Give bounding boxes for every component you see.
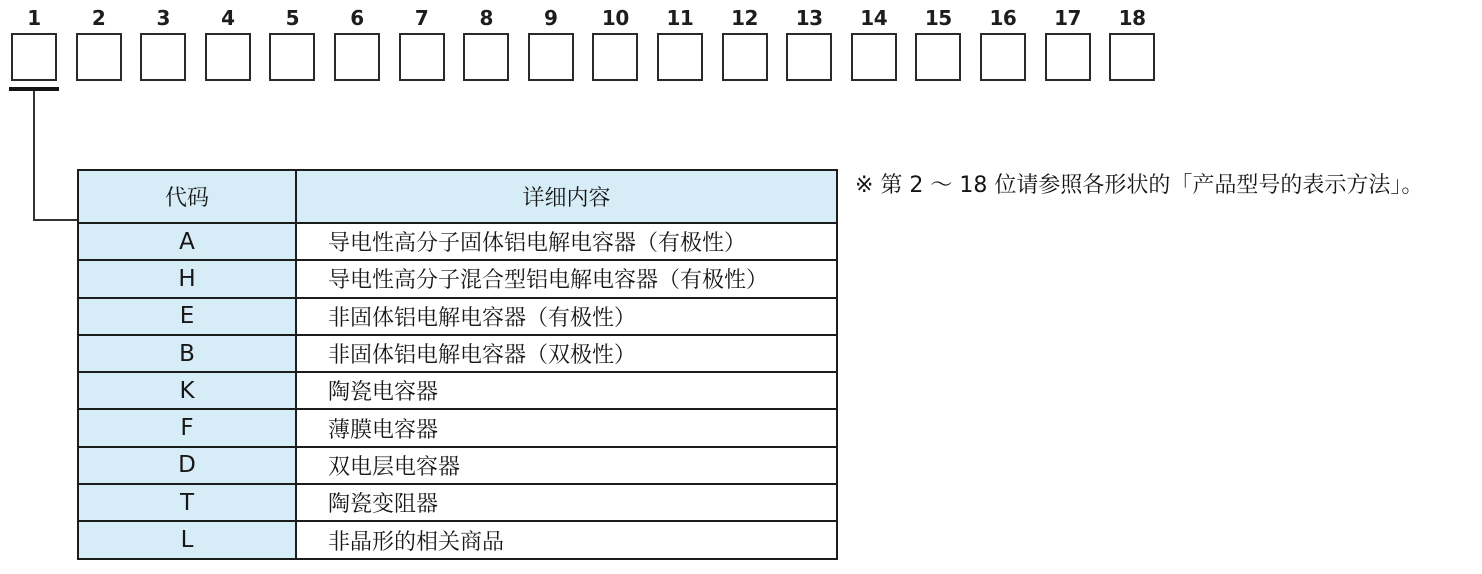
digit-boxes-row <box>11 6 1155 81</box>
digit-cell-4 <box>205 6 251 81</box>
digit-box <box>399 33 445 81</box>
description-value: 陶瓷电容器 <box>296 372 837 409</box>
table-row <box>78 447 837 484</box>
table-row <box>78 223 837 260</box>
digit-position-label: 10 <box>601 6 629 30</box>
digit-position-label: 16 <box>989 6 1017 30</box>
digit-position-label: 9 <box>544 6 558 30</box>
description-value: 双电层电容器 <box>296 447 837 484</box>
digit-box <box>140 33 186 81</box>
digit-cell-14 <box>851 6 897 81</box>
digit-cell-13 <box>786 6 832 81</box>
digit-cell-15 <box>915 6 961 81</box>
digit-position-label: 15 <box>924 6 952 30</box>
digit-position-label: 7 <box>414 6 429 30</box>
digit-box <box>463 33 509 81</box>
digit-box <box>269 33 315 81</box>
digit-cell-16 <box>980 6 1026 81</box>
digit-position-label: 2 <box>91 6 106 30</box>
description-value: 非晶形的相关商品 <box>296 521 837 558</box>
code-value: H <box>78 260 296 297</box>
digit-cell-5 <box>269 6 315 81</box>
description-value: 非固体铝电解电容器（双极性） <box>296 335 837 372</box>
table-row <box>78 298 837 335</box>
digit-position-label: 17 <box>1054 6 1081 30</box>
digit-position-label: 13 <box>795 6 823 30</box>
digit-box <box>592 33 638 81</box>
digit-position-label: 4 <box>221 6 235 30</box>
table-row <box>78 372 837 409</box>
digit-position-label: 18 <box>1118 6 1146 30</box>
code-value: A <box>78 223 296 260</box>
digit-box <box>1109 33 1155 81</box>
digit-position-label: 1 <box>27 6 41 30</box>
digit-cell-12 <box>722 6 768 81</box>
digit-cell-11 <box>657 6 703 81</box>
connector-line-horizontal <box>33 219 79 221</box>
digit-box <box>915 33 961 81</box>
digit-box <box>11 33 57 81</box>
code-value: B <box>78 335 296 372</box>
digit-box <box>722 33 768 81</box>
code-value: L <box>78 521 296 558</box>
digit-box <box>1045 33 1091 81</box>
description-value: 陶瓷变阻器 <box>296 484 837 521</box>
digit-position-label: 8 <box>479 6 493 30</box>
digit-position-label: 3 <box>156 6 170 30</box>
table-row <box>78 335 837 372</box>
code-value: D <box>78 447 296 484</box>
description-value: 薄膜电容器 <box>296 409 837 446</box>
digit-cell-3 <box>140 6 186 81</box>
digit-cell-7 <box>399 6 445 81</box>
digit-position-label: 11 <box>666 6 694 30</box>
digit-cell-18 <box>1109 6 1155 81</box>
connector-line-vertical <box>33 91 35 221</box>
table-row <box>78 409 837 446</box>
description-value: 非固体铝电解电容器（有极性） <box>296 298 837 335</box>
digit-position-label: 12 <box>731 6 758 30</box>
digit-cell-17 <box>1045 6 1091 81</box>
code-value: T <box>78 484 296 521</box>
digit-box <box>786 33 832 81</box>
digit-box <box>76 33 122 81</box>
digit-cell-1 <box>11 6 57 81</box>
header-description: 详细内容 <box>296 170 837 223</box>
code-value: K <box>78 372 296 409</box>
digit-cell-9 <box>528 6 574 81</box>
header-code: 代码 <box>78 170 296 223</box>
table-row <box>78 260 837 297</box>
footnote: ※ 第 2 ～ 18 位请参照各形状的「产品型号的表示方法」。 <box>855 173 1424 198</box>
digit-box <box>205 33 251 81</box>
digit-position-label: 6 <box>350 6 364 30</box>
code-value: E <box>78 298 296 335</box>
description-value: 导电性高分子混合型铝电解电容器（有极性） <box>296 260 837 297</box>
digit-cell-2 <box>76 6 122 81</box>
digit-box <box>657 33 703 81</box>
digit-cell-10 <box>592 6 638 81</box>
code-value: F <box>78 409 296 446</box>
description-value: 导电性高分子固体铝电解电容器（有极性） <box>296 223 837 260</box>
digit-position-label: 5 <box>285 6 300 30</box>
digit-box <box>980 33 1026 81</box>
table-row <box>78 484 837 521</box>
code-table <box>77 169 838 560</box>
digit-position-label: 14 <box>860 6 888 30</box>
digit-box <box>334 33 380 81</box>
digit-cell-6 <box>334 6 380 81</box>
table-header-row <box>78 170 837 223</box>
digit-cell-8 <box>463 6 509 81</box>
table-row <box>78 521 837 558</box>
digit-box <box>851 33 897 81</box>
digit-box <box>528 33 574 81</box>
